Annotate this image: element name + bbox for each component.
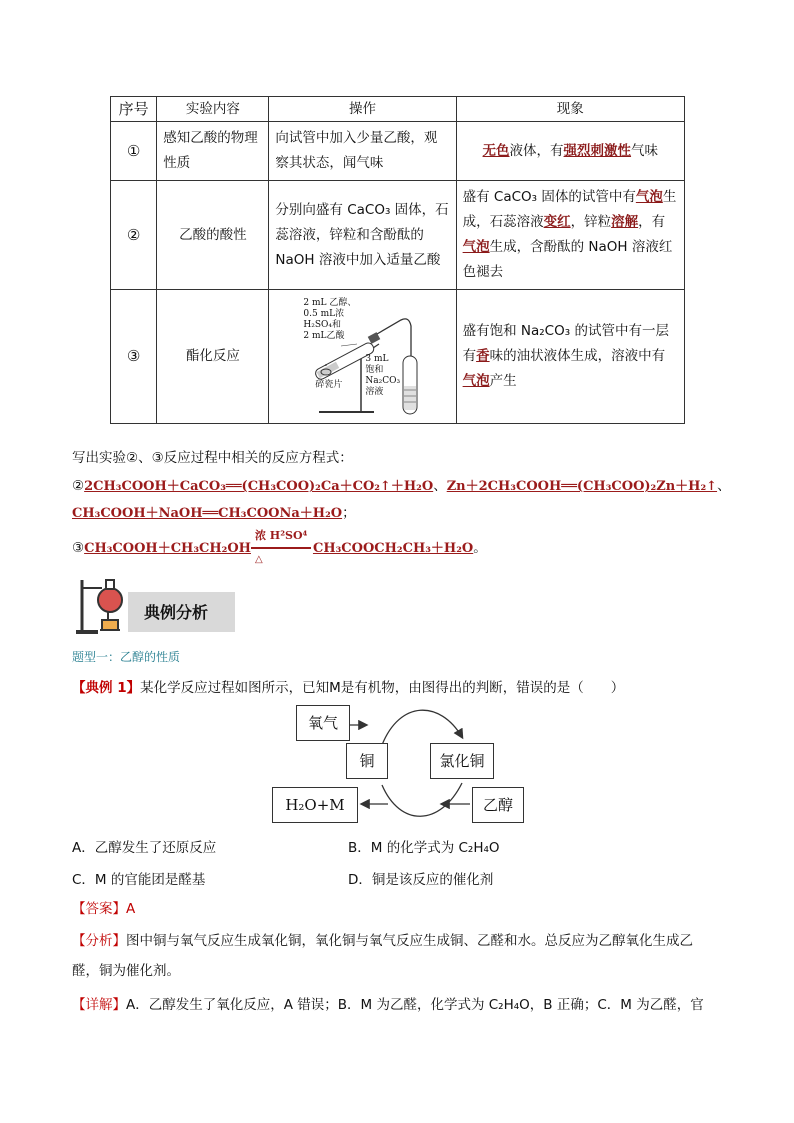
highlight: 无色	[482, 142, 510, 159]
separator: 。	[473, 540, 487, 556]
detail-text: A．乙醇发生了氧化反应，A 错误；B．M 为乙醛，化学式为 C₂H₄O，B 正确；C．M 为乙醛，官	[126, 997, 704, 1013]
option-b: B．M 的化学式为 C₂H₄O	[348, 840, 500, 856]
highlight: 变红	[543, 214, 571, 230]
example-question	[72, 676, 624, 696]
h2o-m-box: H₂O+M	[272, 787, 358, 823]
table-row	[111, 290, 685, 424]
answer-line	[72, 894, 135, 924]
answer-value: A	[126, 901, 136, 917]
text: 产生	[489, 373, 517, 389]
label-line: H₂SO₄和	[303, 319, 342, 330]
label-line: 饱和	[365, 364, 384, 375]
highlight: 气泡	[462, 239, 490, 255]
circle-number: ②	[72, 478, 85, 494]
condition-above: 浓 H²SO⁴	[254, 529, 308, 542]
circle-number: ③	[72, 540, 85, 556]
lab-flask-icon	[72, 576, 132, 636]
option-d: D．铜是该反应的催化剂	[348, 872, 494, 888]
copper-box: 铜	[346, 743, 388, 779]
equation-line-2	[72, 476, 731, 497]
option-c: C．M 的官能团是醛基	[72, 872, 206, 888]
header-phenomenon: 现象	[456, 97, 684, 122]
row-phenomenon	[456, 122, 684, 181]
label-line: 2 mL 乙醇、	[303, 297, 357, 308]
table-header-row	[111, 97, 685, 122]
text: 气味	[631, 142, 659, 159]
equations-intro: 写出实验②、③反应过程中相关的反应方程式：	[72, 450, 353, 466]
equation-line-4	[72, 529, 487, 565]
equation-line-3	[72, 503, 356, 524]
text: 生成，石蕊溶液	[462, 189, 677, 230]
row-number: ①	[111, 122, 157, 181]
option-a: A．乙醇发生了还原反应	[72, 840, 217, 856]
separator: 、	[717, 478, 731, 494]
question-type: 题型一：乙醇的性质	[72, 650, 181, 664]
chips-label: 碎瓷片	[315, 379, 343, 390]
equation: CH₃COOH＋CH₃CH₂OH	[84, 541, 251, 556]
row-phenomenon	[456, 181, 684, 290]
condition-below: △	[254, 554, 263, 565]
row-content: 酯化反应	[157, 290, 269, 424]
example-stem: 某化学反应过程如图所示，已知M是有机物，由图得出的判断，错误的是（ ）	[140, 680, 625, 696]
row-number: ③	[111, 290, 157, 424]
header-no: 序号	[111, 97, 157, 122]
detail-line	[72, 990, 704, 1020]
reagent-label	[303, 298, 356, 342]
equation: CH₃COOCH₂CH₃＋H₂O	[312, 541, 474, 556]
header-content: 实验内容	[157, 97, 269, 122]
separator: 、	[433, 478, 447, 494]
row-number: ②	[111, 181, 157, 290]
highlight: 气泡	[462, 373, 490, 389]
answer-label: 【答案】	[72, 901, 126, 917]
separator: ；	[342, 505, 356, 521]
text: 生成，含酚酞的 NaOH 溶液红色褪去	[462, 239, 673, 280]
text: 液体，有	[509, 142, 564, 159]
section-banner	[72, 576, 237, 636]
reaction-condition	[251, 529, 313, 565]
detail-label: 【详解】	[72, 997, 126, 1013]
analysis-line-2: 醛，铜为催化剂。	[72, 963, 180, 979]
row-content: 感知乙酸的物理性质	[157, 122, 269, 181]
reversible-arrow-icon	[251, 547, 311, 549]
row-operation: 向试管中加入少量乙酸，观察其状态，闻气味	[269, 122, 456, 181]
text: ，锌粒	[570, 214, 612, 230]
text: 盛有 CaCO₃ 固体的试管中有	[462, 189, 636, 205]
highlight: 溶解	[611, 214, 639, 230]
analysis-text: 图中铜与氧气反应生成氧化铜，氧化铜与氧气反应生成铜、乙醛和水。总反应为乙醇氧化生成乙	[126, 933, 693, 949]
highlight: 气泡	[635, 189, 663, 205]
highlight: 强烈刺激性	[563, 142, 632, 159]
analysis-line-1	[72, 926, 693, 956]
analysis-label: 【分析】	[72, 933, 126, 949]
equation: CH₃COOH＋NaOH══CH₃COONa＋H₂O	[72, 506, 343, 521]
copper-oxide-box: 氯化铜	[430, 743, 494, 779]
row-operation	[269, 290, 456, 424]
text: 盛有饱和 Na₂CO₃ 的试管中有一层有	[462, 323, 669, 364]
equation: 2CH₃COOH＋CaCO₃══(CH₃COO)₂Ca＋CO₂↑＋H₂O	[84, 479, 434, 494]
row-operation: 分别向盛有 CaCO₃ 固体，石蕊溶液，锌粒和含酚酞的 NaOH 溶液中加入适量乙酸	[269, 181, 456, 290]
receiver-label	[365, 354, 400, 398]
experiment-table	[110, 96, 685, 424]
label-line: 2 mL乙酸	[303, 330, 345, 341]
ethanol-box: 乙醇	[472, 787, 524, 823]
text: ，有	[638, 214, 666, 230]
oxygen-box: 氧气	[296, 705, 350, 741]
row-phenomenon	[456, 290, 684, 424]
example-label: 【典例 1】	[72, 680, 141, 696]
label-line: 3 mL	[365, 353, 389, 364]
table-row	[111, 122, 685, 181]
section-title: 典例分析	[144, 603, 209, 622]
esterification-apparatus	[269, 294, 442, 420]
label-line: Na₂CO₃	[365, 375, 401, 386]
header-operation: 操作	[269, 97, 456, 122]
highlight: 香	[476, 348, 490, 364]
label-line: 0.5 mL浓	[303, 308, 345, 319]
reaction-cycle-diagram	[270, 705, 530, 825]
text: 味的油状液体生成，溶液中有	[489, 348, 666, 364]
table-row	[111, 181, 685, 290]
label-line: 溶液	[365, 386, 384, 397]
equation: Zn＋2CH₃COOH══(CH₃COO)₂Zn＋H₂↑	[446, 479, 718, 494]
row-content: 乙酸的酸性	[157, 181, 269, 290]
